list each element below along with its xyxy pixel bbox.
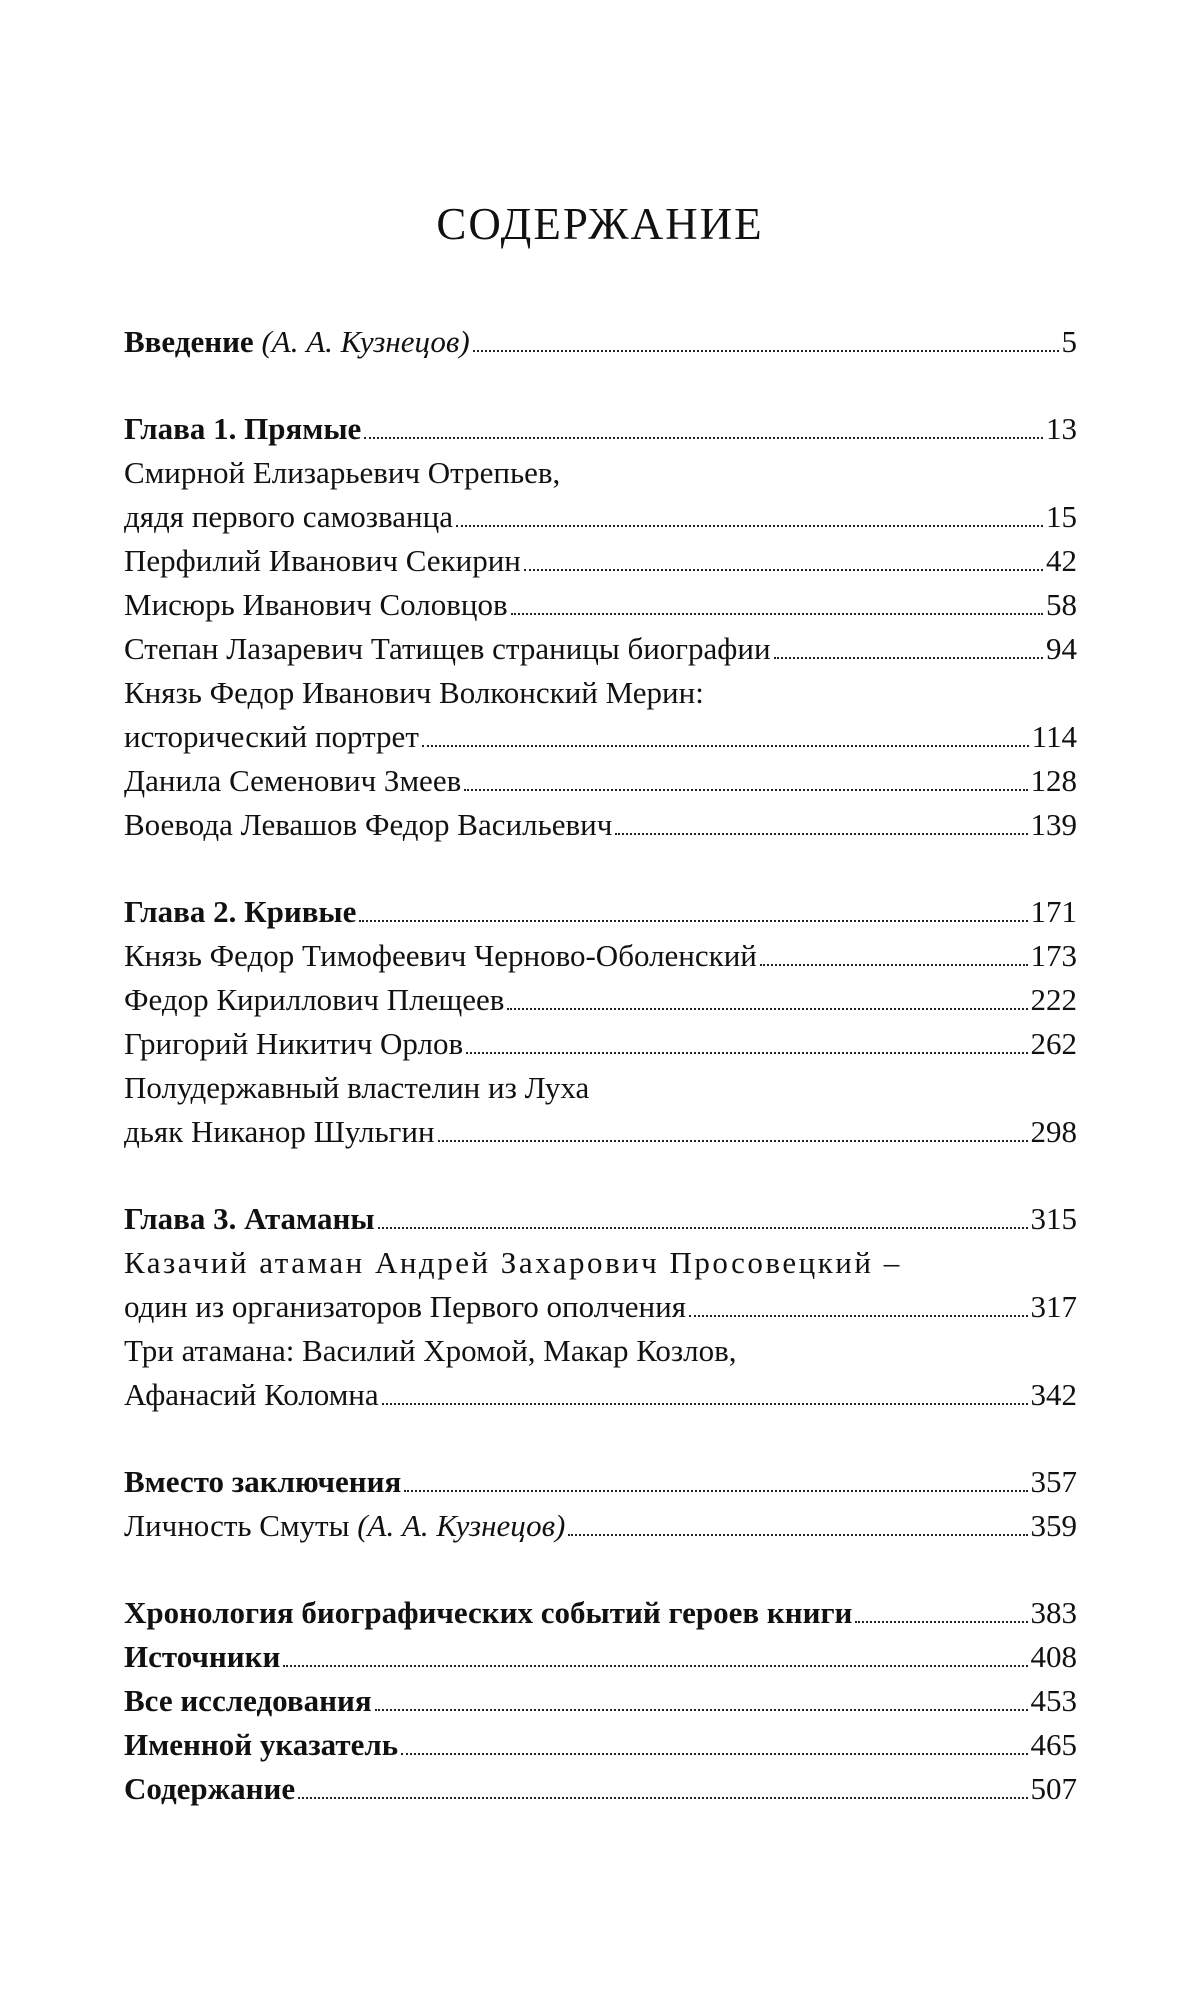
entry-label: Перфилий Иванович Секирин [124, 543, 521, 578]
dot-leader [507, 1008, 1027, 1010]
chapter-heading[interactable] [124, 1460, 1077, 1504]
entry-label: Григорий Никитич Орлов [124, 1026, 464, 1061]
dot-leader [456, 525, 1043, 527]
toc-entry[interactable] [124, 1723, 1077, 1767]
dot-leader [401, 1753, 1027, 1755]
page-number: 173 [1030, 938, 1077, 973]
dot-leader [464, 789, 1027, 791]
entry-label: Глава 2. Кривые [124, 894, 357, 929]
dot-leader [473, 350, 1059, 352]
page-number: 5 [1061, 324, 1077, 359]
entry-label: Данила Семенович Змеев [124, 763, 462, 798]
dot-leader [511, 613, 1043, 615]
page-number: 507 [1030, 1771, 1077, 1806]
toc-entry[interactable] [124, 934, 1077, 978]
toc-entry[interactable] [124, 539, 1077, 583]
dot-leader [298, 1797, 1027, 1799]
dot-leader [382, 1403, 1028, 1405]
entry-label: Афанасий Коломна [124, 1377, 379, 1412]
entry-label: дьяк Никанор Шульгин [124, 1114, 435, 1149]
toc-entry[interactable] [124, 1504, 1077, 1548]
entry-label: Князь Федор Тимофеевич Черново-Оболенский [124, 938, 757, 973]
toc-group-introduction [124, 320, 1077, 364]
toc-entry[interactable] [124, 671, 1077, 759]
page-number: 15 [1046, 499, 1077, 534]
dot-leader [855, 1621, 1027, 1623]
page-number: 139 [1030, 807, 1077, 842]
entry-label: дядя первого самозванца [124, 499, 453, 534]
dot-leader [615, 833, 1027, 835]
toc-entry[interactable] [124, 451, 1077, 539]
page-number: 94 [1046, 631, 1077, 666]
page-number: 359 [1030, 1508, 1077, 1543]
page-number: 315 [1030, 1201, 1077, 1236]
dot-leader [760, 964, 1028, 966]
toc-entry[interactable] [124, 1066, 1077, 1154]
entry-label: Воевода Левашов Федор Васильевич [124, 807, 613, 842]
entry-first-line: Полудержавный властелин из Луха [124, 1070, 590, 1105]
toc-entry[interactable] [124, 759, 1077, 803]
entry-author: (А. А. Кузнецов) [357, 1508, 566, 1543]
entry-label: Вместо заключения [124, 1464, 402, 1499]
entry-label: Глава 1. Прямые [124, 411, 362, 446]
entry-first-line: Казачий атаман Андрей Захарович Просовецкий – [124, 1245, 902, 1280]
dot-leader [375, 1709, 1028, 1711]
page-number: 171 [1030, 894, 1077, 929]
page-number: 298 [1030, 1114, 1077, 1149]
toc-entry[interactable] [124, 978, 1077, 1022]
chapter-heading[interactable] [124, 407, 1077, 451]
dot-leader [364, 437, 1043, 439]
page-number: 357 [1030, 1464, 1077, 1499]
entry-first-line: Три атамана: Василий Хромой, Макар Козлов, [124, 1333, 737, 1368]
page-number: 42 [1046, 543, 1077, 578]
dot-leader [378, 1227, 1028, 1229]
toc-entry[interactable] [124, 1767, 1077, 1811]
page-number: 13 [1046, 411, 1077, 446]
entry-label: Федор Кириллович Плещеев [124, 982, 505, 1017]
page-number: 408 [1030, 1639, 1077, 1674]
dot-leader [568, 1534, 1027, 1536]
entry-label: Введение [124, 324, 254, 359]
page-number: 222 [1030, 982, 1077, 1017]
page-number: 262 [1030, 1026, 1077, 1061]
entry-label: Источники [124, 1639, 281, 1674]
toc-entry[interactable] [124, 803, 1077, 847]
chapter-heading[interactable] [124, 890, 1077, 934]
toc-entry[interactable] [124, 1241, 1077, 1329]
dot-leader [774, 657, 1043, 659]
chapter-heading[interactable] [124, 1197, 1077, 1241]
entry-label: Личность Смуты [124, 1508, 350, 1543]
toc-group-appendix [124, 1591, 1077, 1811]
dot-leader [466, 1052, 1027, 1054]
entry-label: Содержание [124, 1771, 296, 1806]
entry-label: Именной указатель [124, 1727, 399, 1762]
toc-entry[interactable] [124, 1022, 1077, 1066]
page-number: 465 [1030, 1727, 1077, 1762]
entry-first-line: Князь Федор Иванович Волконский Мерин: [124, 675, 704, 710]
toc-entry[interactable] [124, 1591, 1077, 1635]
entry-label: Все исследования [124, 1683, 372, 1718]
dot-leader [283, 1665, 1027, 1667]
dot-leader [438, 1140, 1028, 1142]
toc-entry[interactable] [124, 1635, 1077, 1679]
toc-group-chapter-1 [124, 407, 1077, 847]
toc-group-conclusion [124, 1460, 1077, 1548]
page-number: 342 [1030, 1377, 1077, 1412]
dot-leader [422, 745, 1029, 747]
page-number: 453 [1030, 1683, 1077, 1718]
entry-label: Степан Лазаревич Татищев страницы биографии [124, 631, 771, 666]
entry-label: Хронология биографических событий героев книги [124, 1595, 853, 1630]
toc-entry[interactable] [124, 1329, 1077, 1417]
dot-leader [689, 1315, 1028, 1317]
entry-label: Мисюрь Иванович Соловцов [124, 587, 508, 622]
toc-entry[interactable] [124, 1679, 1077, 1723]
table-of-contents [124, 320, 1077, 1854]
page-number: 383 [1030, 1595, 1077, 1630]
dot-leader [404, 1490, 1027, 1492]
toc-entry[interactable] [124, 627, 1077, 671]
entry-label: один из организаторов Первого ополчения [124, 1289, 686, 1324]
dot-leader [524, 569, 1043, 571]
page-number: 114 [1031, 719, 1077, 754]
toc-group-chapter-2 [124, 890, 1077, 1154]
entry-first-line: Смирной Елизарьевич Отрепьев, [124, 455, 561, 490]
entry-label: Глава 3. Атаманы [124, 1201, 375, 1236]
page-number: 128 [1030, 763, 1077, 798]
page-title: СОДЕРЖАНИЕ [436, 199, 764, 249]
dot-leader [359, 920, 1027, 922]
page-number: 58 [1046, 587, 1077, 622]
toc-group-chapter-3 [124, 1197, 1077, 1417]
toc-entry-introduction[interactable] [124, 320, 1077, 364]
page-number: 317 [1030, 1289, 1077, 1324]
toc-entry[interactable] [124, 583, 1077, 627]
entry-author: (А. А. Кузнецов) [261, 324, 470, 359]
entry-label: исторический портрет [124, 719, 419, 754]
